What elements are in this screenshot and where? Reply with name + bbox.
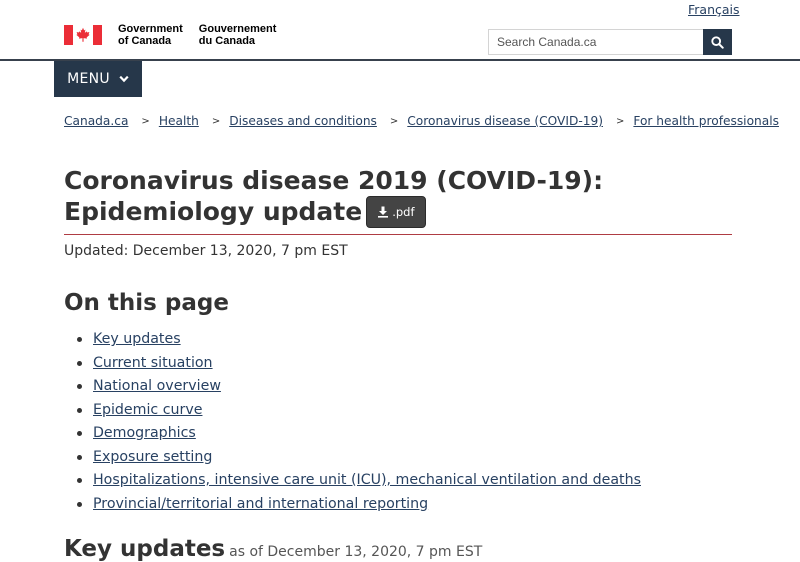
breadcrumb-for-health-professionals[interactable]: For health professionals — [633, 114, 779, 128]
download-icon — [377, 206, 389, 218]
table-of-contents — [64, 328, 641, 516]
bullet-icon — [77, 337, 82, 342]
page-title — [64, 166, 744, 228]
toc-item — [64, 446, 641, 470]
toc-item — [64, 469, 641, 493]
magnifier-icon — [711, 36, 724, 49]
toc-item — [64, 422, 641, 446]
toc-item — [64, 328, 641, 352]
download-pdf-button[interactable] — [366, 196, 425, 228]
breadcrumb-separator: > — [389, 115, 399, 127]
site-search — [488, 29, 732, 55]
toc-item — [64, 493, 641, 517]
toc-link-demographics[interactable]: Demographics — [93, 425, 196, 441]
breadcrumb-separator: > — [141, 115, 150, 127]
title-underline — [64, 234, 732, 235]
key-updates-title: Key updates — [64, 536, 226, 562]
bullet-icon — [77, 455, 82, 460]
breadcrumb-canada-ca[interactable]: Canada.ca — [64, 114, 129, 128]
search-button[interactable] — [703, 29, 732, 55]
toc-link-epidemic-curve[interactable]: Epidemic curve — [93, 401, 203, 418]
updated-date: Updated: December 13, 2020, 7 pm EST — [64, 243, 348, 259]
toc-heading: On this page — [64, 290, 229, 316]
toc-link-hospitalizations[interactable]: Hospitalizations, intensive care unit (ICU), mechanical ventilation and deaths — [93, 472, 641, 488]
breadcrumb-diseases-and-conditions[interactable]: Diseases and conditions — [229, 114, 377, 128]
menu-label: MENU — [67, 71, 110, 87]
pdf-label: .pdf — [392, 205, 415, 219]
breadcrumb-separator: > — [616, 115, 625, 127]
toc-link-key-updates[interactable]: Key updates — [93, 331, 181, 347]
toc-link-provincial-territorial[interactable]: Provincial/territorial and international reporting — [93, 495, 429, 512]
bullet-icon — [77, 478, 82, 483]
breadcrumb-separator: > — [211, 115, 221, 127]
toc-item — [64, 399, 641, 423]
toc-item — [64, 375, 641, 399]
page-title-text: Coronavirus disease 2019 (COVID-19): Epidemiology update — [64, 166, 604, 226]
breadcrumb — [64, 114, 779, 128]
brand-text-english: Government of Canada — [118, 23, 183, 47]
brand-text-french: Gouvernement du Canada — [198, 23, 277, 47]
toc-link-current-situation[interactable]: Current situation — [93, 354, 213, 371]
bullet-icon — [77, 408, 82, 413]
breadcrumb-coronavirus-disease[interactable]: Coronavirus disease (COVID-19) — [407, 114, 603, 128]
government-of-canada-signature[interactable] — [64, 22, 276, 48]
breadcrumb-health[interactable]: Health — [158, 114, 199, 128]
key-updates-date: as of December 13, 2020, 7 pm EST — [229, 544, 483, 560]
toc-item — [64, 352, 641, 376]
language-toggle-link[interactable]: Français — [688, 2, 740, 17]
toc-link-exposure-setting[interactable]: Exposure setting — [93, 448, 213, 465]
search-input[interactable] — [488, 29, 703, 55]
bullet-icon — [77, 431, 82, 436]
chevron-down-icon — [119, 75, 129, 83]
menu-button[interactable] — [54, 61, 142, 97]
toc-link-national-overview[interactable]: National overview — [93, 378, 221, 394]
bullet-icon — [77, 361, 82, 366]
bullet-icon — [77, 502, 82, 507]
key-updates-heading — [64, 536, 482, 562]
canada-flag-icon — [64, 25, 102, 45]
bullet-icon — [77, 384, 82, 389]
